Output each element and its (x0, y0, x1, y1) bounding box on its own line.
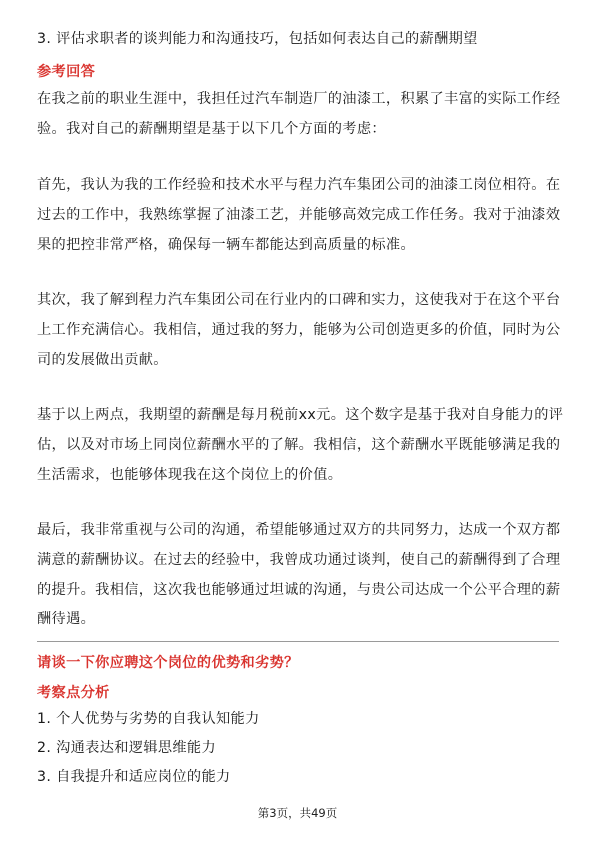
answer-line: 满意的薪酬协议。在过去的经验中，我曾成功通过谈判，使自己的薪酬得到了合理 (37, 552, 561, 568)
answer-line: 司的发展做出贡献。 (37, 352, 168, 368)
answer-line: 最后，我非常重视与公司的沟通，希望能够通过双方的共同努力，达成一个双方都 (37, 522, 561, 538)
answer-line: 酬待遇。 (37, 611, 96, 627)
answer-line: 在我之前的职业生涯中，我担任过汽车制造厂的油漆工，积累了丰富的实际工作经 (37, 91, 561, 107)
answer-line: 其次，我了解到程力汽车集团公司在行业内的口碑和实力，这使我对于在这个平台 (37, 292, 561, 308)
answer-line: 基于以上两点，我期望的薪酬是每月税前xx元。这个数字是基于我对自身能力的评 (37, 407, 564, 423)
answer-line: 估，以及对市场上同岗位薪酬水平的了解。我相信，这个薪酬水平既能够满足我的 (37, 437, 561, 453)
answer-line: 验。我对自己的薪酬期望是基于以下几个方面的考虑： (37, 121, 386, 137)
answer-line: 上工作充满信心。我相信，通过我的努力，能够为公司创造更多的价值，同时为公 (37, 322, 561, 338)
analysis-item: 1. 个人优势与劣势的自我认知能力 (37, 711, 260, 727)
page-number: 第3页，共49页 (257, 806, 338, 820)
analysis-item: 3. 自我提升和适应岗位的能力 (37, 769, 231, 785)
answer-line: 过去的工作中，我熟练掌握了油漆工艺，并能够高效完成工作任务。我对于油漆效 (37, 207, 561, 223)
answer-line: 果的把控非常严格，确保每一辆车都能达到高质量的标准。 (37, 237, 415, 253)
question-heading: 请谈一下你应聘这个岗位的优势和劣势？ (37, 655, 299, 671)
top-list-item: 3. 评估求职者的谈判能力和沟通技巧，包括如何表达自己的薪酬期望 (37, 31, 478, 47)
answer-heading: 参考回答 (37, 64, 96, 80)
answer-line: 首先，我认为我的工作经验和技术水平与程力汽车集团公司的油漆工岗位相符。在 (37, 177, 561, 193)
answer-line: 生活需求，也能够体现我在这个岗位上的价值。 (37, 467, 343, 483)
answer-line: 的提升。我相信，这次我也能够通过坦诚的沟通，与贵公司达成一个公平合理的薪 (37, 582, 561, 598)
analysis-heading: 考察点分析 (37, 685, 110, 701)
analysis-item: 2. 沟通表达和逻辑思维能力 (37, 740, 217, 756)
section-divider (37, 641, 559, 642)
